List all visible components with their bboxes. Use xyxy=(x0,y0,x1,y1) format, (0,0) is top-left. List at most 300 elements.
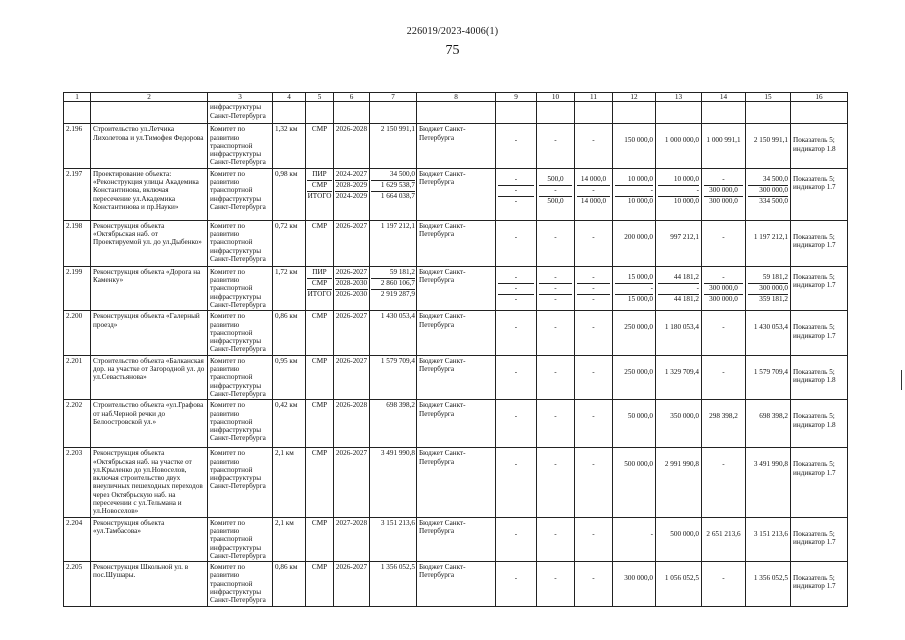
sub-row-value: СМР xyxy=(311,401,328,410)
cont-cell xyxy=(613,102,656,124)
sub-row-value: - xyxy=(554,294,557,303)
program-table xyxy=(63,92,848,607)
value-col-12 xyxy=(613,124,656,168)
sub-row-value: 2026-2030 xyxy=(335,289,368,298)
value-col-10 xyxy=(537,168,575,220)
sub-row-value: 300 000,0 xyxy=(748,186,788,197)
column-number-cell: 5 xyxy=(306,93,334,102)
value-col-12 xyxy=(613,220,656,266)
sub-row-value: - xyxy=(514,323,518,332)
value-col-11 xyxy=(575,448,613,517)
sub-row-value: СМР xyxy=(311,125,328,134)
object-name: Реконструкция объекта «Дорога на Каменку» xyxy=(91,266,208,310)
sub-row-value: 997 212,1 xyxy=(670,232,699,241)
funding-source: Бюджет Санкт-Петербурга xyxy=(417,311,496,355)
row-number: 2.197 xyxy=(64,168,91,220)
cont-cell xyxy=(370,102,417,124)
value-col-14 xyxy=(702,168,746,220)
sub-row-value: СМР xyxy=(307,181,332,192)
object-name: Реконструкция объекта «Октябрьская наб. от Проектируемой ул. до ул.Дыбенко» xyxy=(91,220,208,266)
value-col-15 xyxy=(746,266,791,310)
table-row xyxy=(64,400,848,448)
object-name: Строительство объекта «Балканская дор. на участке от Загородной ул. до ул.Севастьянова» xyxy=(91,355,208,399)
value-col-10 xyxy=(537,517,575,561)
cont-cell xyxy=(746,102,791,124)
object-name: Строительство объекта «ул.Графова от наб.Черной речки до Белоостровской ул.» xyxy=(91,400,208,448)
row-number: 2.202 xyxy=(64,400,91,448)
value-col-10 xyxy=(537,355,575,399)
sub-row-value: - xyxy=(722,460,725,469)
sub-row-value: 150 000,0 xyxy=(624,136,653,145)
sub-row-value: 1 000 991,1 xyxy=(706,136,741,145)
row-number: 2.203 xyxy=(64,448,91,517)
indicator: Показатель 5; индикатор 1.7 xyxy=(791,220,848,266)
sub-row-value: 2 860 106,7 xyxy=(371,279,415,290)
sub-row-value: 3 151 213,6 xyxy=(753,529,788,538)
sub-row-value: 1 579 709,4 xyxy=(753,367,788,376)
sub-row-value: СМР xyxy=(311,563,328,572)
value-col-15 xyxy=(746,124,791,168)
sub-row-value: 2026-2028 xyxy=(335,125,368,134)
work-period xyxy=(334,311,370,355)
responsible-committee: Комитет по развитию транспортной инфраструктуры Санкт-Петербурга xyxy=(208,124,273,168)
table-row xyxy=(64,220,848,266)
value-col-15 xyxy=(746,220,791,266)
value-col-15 xyxy=(746,562,791,606)
funding-source: Бюджет Санкт-Петербурга xyxy=(417,517,496,561)
sub-row-value: СМР xyxy=(311,449,328,458)
column-number-cell: 8 xyxy=(417,93,496,102)
sub-row-value: 44 181,2 xyxy=(658,273,699,284)
sub-row-value: 10 000,0 xyxy=(658,175,699,186)
total-cost xyxy=(370,124,417,168)
object-length: 1,32 км xyxy=(273,124,306,168)
value-col-10 xyxy=(537,400,575,448)
value-col-13 xyxy=(656,562,702,606)
sub-row-value: 2026-2027 xyxy=(335,268,368,279)
sub-row-value: 2028-2029 xyxy=(335,181,368,192)
total-cost xyxy=(370,562,417,606)
work-stage xyxy=(306,124,334,168)
table-row xyxy=(64,562,848,606)
cont-cell xyxy=(791,102,848,124)
sub-row-value: - xyxy=(554,460,557,469)
row-number: 2.199 xyxy=(64,266,91,310)
object-length: 0,42 км xyxy=(273,400,306,448)
sub-row-value: - xyxy=(722,574,725,583)
indicator: Показатель 5; индикатор 1.7 xyxy=(791,168,848,220)
responsible-committee: Комитет по развитию транспортной инфраструктуры Санкт-Петербурга xyxy=(208,311,273,355)
value-col-9 xyxy=(496,517,537,561)
sub-row-value: 2 150 991,1 xyxy=(753,136,788,145)
sub-row-value: 300 000,0 xyxy=(709,294,738,303)
column-number-cell: 1 xyxy=(64,93,91,102)
value-col-12 xyxy=(613,266,656,310)
value-col-15 xyxy=(746,448,791,517)
total-cost xyxy=(370,311,417,355)
sub-row-value: 2 651 213,6 xyxy=(706,529,741,538)
object-length: 0,95 км xyxy=(273,355,306,399)
cont-cell xyxy=(64,102,91,124)
cont-cell xyxy=(273,102,306,124)
page-number: 75 xyxy=(445,43,460,58)
sub-row-value: 34 500,0 xyxy=(371,170,415,181)
object-name: Проектирование объекта: «Реконструкция улицы Академика Константинова, включая пересечение ул.Академика Константинова и пр.Науки» xyxy=(91,168,208,220)
row-number: 2.201 xyxy=(64,355,91,399)
responsible-committee: Комитет по развитию транспортной инфраструктуры Санкт-Петербурга xyxy=(208,562,273,606)
value-col-15 xyxy=(746,400,791,448)
sub-row-value: - xyxy=(615,284,653,295)
total-cost xyxy=(370,400,417,448)
work-period xyxy=(334,400,370,448)
row-number: 2.200 xyxy=(64,311,91,355)
column-number-cell: 10 xyxy=(537,93,575,102)
sub-row-value: 44 181,2 xyxy=(673,294,699,303)
sub-row-value: - xyxy=(514,460,518,469)
column-number-cell: 13 xyxy=(656,93,702,102)
value-col-9 xyxy=(496,355,537,399)
value-col-12 xyxy=(613,562,656,606)
value-col-9 xyxy=(496,448,537,517)
sub-row-value: - xyxy=(722,367,725,376)
value-col-14 xyxy=(702,400,746,448)
sub-row-value: 1 197 212,1 xyxy=(380,221,415,230)
value-col-11 xyxy=(575,400,613,448)
sub-row-value: 50 000,0 xyxy=(627,412,653,421)
sub-row-value: СМР xyxy=(311,356,328,365)
value-col-14 xyxy=(702,517,746,561)
cont-cell xyxy=(702,102,746,124)
value-col-15 xyxy=(746,355,791,399)
value-col-9 xyxy=(496,220,537,266)
value-col-12 xyxy=(613,517,656,561)
sub-row-value: 1 000 000,0 xyxy=(664,136,699,145)
sub-row-value: - xyxy=(539,273,572,284)
sub-row-value: - xyxy=(592,294,595,303)
table-body xyxy=(64,93,848,607)
column-number-cell: 6 xyxy=(334,93,370,102)
sub-row-value: ИТОГО xyxy=(307,289,332,298)
sub-row-value: СМР xyxy=(311,312,328,321)
sub-row-value: - xyxy=(577,186,610,197)
scan-edge-mark xyxy=(901,370,902,390)
row-number: 2.205 xyxy=(64,562,91,606)
sub-row-value: - xyxy=(554,529,557,538)
table-row xyxy=(64,311,848,355)
sub-row-value: 2 919 287,9 xyxy=(380,289,415,298)
sub-row-value: - xyxy=(722,232,725,241)
sub-row-value: 500 000,0 xyxy=(624,460,653,469)
document-code: 226019/2023-4006(1) xyxy=(406,26,499,37)
value-col-14 xyxy=(702,355,746,399)
column-number-cell: 3 xyxy=(208,93,273,102)
responsible-committee: Комитет по развитию транспортной инфраструктуры Санкт-Петербурга xyxy=(208,355,273,399)
sub-row-value: 300 000,0 xyxy=(704,284,743,295)
sub-row-value: 1 579 709,4 xyxy=(380,356,415,365)
sub-row-value: 698 398,2 xyxy=(759,412,788,421)
sub-row-value: СМР xyxy=(307,279,332,290)
sub-row-value: 3 491 990,8 xyxy=(753,460,788,469)
value-col-12 xyxy=(613,400,656,448)
sub-row-value: 1 056 052,5 xyxy=(664,574,699,583)
responsible-committee: Комитет по развитию транспортной инфраструктуры Санкт-Петербурга xyxy=(208,400,273,448)
sub-row-value: 15 000,0 xyxy=(615,273,653,284)
responsible-committee: Комитет по развитию транспортной инфраструктуры Санкт-Петербурга xyxy=(208,517,273,561)
value-col-11 xyxy=(575,168,613,220)
column-number-cell: 9 xyxy=(496,93,537,102)
sub-row-value: 500,0 xyxy=(547,196,564,205)
funding-source: Бюджет Санкт-Петербурга xyxy=(417,168,496,220)
object-name: Реконструкция объекта «Галерный проезд» xyxy=(91,311,208,355)
value-col-9 xyxy=(496,400,537,448)
cont-committee: инфраструктуры Санкт-Петербурга xyxy=(208,102,273,124)
table-row xyxy=(64,355,848,399)
sub-row-value: 698 398,2 xyxy=(386,401,415,410)
responsible-committee: Комитет по развитию транспортной инфраструктуры Санкт-Петербурга xyxy=(208,266,273,310)
value-col-13 xyxy=(656,448,702,517)
work-period xyxy=(334,448,370,517)
value-col-14 xyxy=(702,124,746,168)
sub-row-value: 300 000,0 xyxy=(748,284,788,295)
sub-row-value: 1 430 053,4 xyxy=(380,312,415,321)
sub-row-value: - xyxy=(554,232,557,241)
indicator: Показатель 5; индикатор 1.8 xyxy=(791,355,848,399)
work-stage xyxy=(306,220,334,266)
value-col-14 xyxy=(702,448,746,517)
cont-cell xyxy=(656,102,702,124)
sub-row-value: - xyxy=(722,323,725,332)
sub-row-value: 300 000,0 xyxy=(704,186,743,197)
responsible-committee: Комитет по развитию транспортной инфраструктуры Санкт-Петербурга xyxy=(208,168,273,220)
sub-row-value: 2026-2027 xyxy=(335,221,368,230)
indicator: Показатель 5; индикатор 1.7 xyxy=(791,562,848,606)
total-cost xyxy=(370,220,417,266)
sub-row-value: 14 000,0 xyxy=(580,196,607,205)
table-row xyxy=(64,266,848,310)
sub-row-value: 200 000,0 xyxy=(624,232,653,241)
sub-row-value: - xyxy=(514,367,518,376)
total-cost xyxy=(370,517,417,561)
cont-cell xyxy=(537,102,575,124)
value-col-13 xyxy=(656,220,702,266)
object-name: Строительство ул.Летчика Лихолетова и ул.Тимофея Федорова xyxy=(91,124,208,168)
sub-row-value: ПИР xyxy=(307,170,332,181)
funding-source: Бюджет Санкт-Петербурга xyxy=(417,266,496,310)
value-col-11 xyxy=(575,266,613,310)
value-col-13 xyxy=(656,266,702,310)
sub-row-value: 1 329 709,4 xyxy=(664,367,699,376)
cont-cell xyxy=(496,102,537,124)
sub-row-value: 10 000,0 xyxy=(627,196,653,205)
value-col-10 xyxy=(537,124,575,168)
value-col-15 xyxy=(746,517,791,561)
table-row xyxy=(64,168,848,220)
work-period xyxy=(334,355,370,399)
column-number-cell: 15 xyxy=(746,93,791,102)
sub-row-value: 1 629 538,7 xyxy=(371,181,415,192)
work-stage xyxy=(306,168,334,220)
sub-row-value: 334 500,0 xyxy=(759,196,788,205)
value-col-15 xyxy=(746,311,791,355)
value-col-12 xyxy=(613,168,656,220)
sub-row-value: 500,0 xyxy=(539,175,572,186)
cont-cell xyxy=(575,102,613,124)
sub-row-value: - xyxy=(554,323,557,332)
object-length: 0,72 км xyxy=(273,220,306,266)
work-stage xyxy=(306,311,334,355)
cont-cell xyxy=(306,102,334,124)
value-col-11 xyxy=(575,355,613,399)
sub-row-value: - xyxy=(592,529,595,538)
sub-row-value: - xyxy=(658,186,699,197)
value-col-10 xyxy=(537,266,575,310)
work-period xyxy=(334,517,370,561)
indicator: Показатель 5; индикатор 1.7 xyxy=(791,266,848,310)
sub-row-value: 3 151 213,6 xyxy=(380,518,415,527)
sub-row-value: - xyxy=(554,412,557,421)
work-period xyxy=(334,266,370,310)
value-col-13 xyxy=(656,124,702,168)
sub-row-value: 350 000,0 xyxy=(670,412,699,421)
sub-row-value: 298 398,2 xyxy=(709,412,738,421)
sub-row-value: 14 000,0 xyxy=(577,175,610,186)
sub-row-value: - xyxy=(514,294,518,303)
cont-cell xyxy=(334,102,370,124)
sub-row-value: 2026-2027 xyxy=(335,563,368,572)
value-col-14 xyxy=(702,220,746,266)
value-col-13 xyxy=(656,168,702,220)
sub-row-value: - xyxy=(592,460,595,469)
row-number: 2.196 xyxy=(64,124,91,168)
sub-row-value: - xyxy=(592,574,595,583)
column-number-cell: 12 xyxy=(613,93,656,102)
indicator: Показатель 5; индикатор 1.8 xyxy=(791,124,848,168)
sub-row-value: 250 000,0 xyxy=(624,367,653,376)
sub-row-value: 2024-2027 xyxy=(335,170,368,181)
value-col-13 xyxy=(656,400,702,448)
sub-row-value: - xyxy=(592,136,595,145)
table-row xyxy=(64,448,848,517)
sub-row-value: - xyxy=(704,175,743,186)
funding-source: Бюджет Санкт-Петербурга xyxy=(417,400,496,448)
row-number: 2.198 xyxy=(64,220,91,266)
sub-row-value: 1 356 052,5 xyxy=(380,563,415,572)
sub-row-value: СМР xyxy=(311,518,328,527)
work-stage xyxy=(306,400,334,448)
indicator: Показатель 5; индикатор 1.7 xyxy=(791,448,848,517)
sub-row-value: 1 430 053,4 xyxy=(753,323,788,332)
value-col-11 xyxy=(575,311,613,355)
sub-row-value: 1 180 053,4 xyxy=(664,323,699,332)
column-number-cell: 14 xyxy=(702,93,746,102)
value-col-15 xyxy=(746,168,791,220)
sub-row-value: 15 000,0 xyxy=(627,294,653,303)
sub-row-value: - xyxy=(554,136,557,145)
work-period xyxy=(334,168,370,220)
funding-source: Бюджет Санкт-Петербурга xyxy=(417,124,496,168)
value-col-14 xyxy=(702,562,746,606)
funding-source: Бюджет Санкт-Петербурга xyxy=(417,562,496,606)
value-col-14 xyxy=(702,266,746,310)
column-number-row xyxy=(64,93,848,102)
work-stage xyxy=(306,562,334,606)
column-number-cell: 16 xyxy=(791,93,848,102)
sub-row-value: 3 491 990,8 xyxy=(380,449,415,458)
table-row xyxy=(64,124,848,168)
sub-row-value: 10 000,0 xyxy=(673,196,699,205)
funding-source: Бюджет Санкт-Петербурга xyxy=(417,448,496,517)
column-number-cell: 7 xyxy=(370,93,417,102)
sub-row-value: - xyxy=(514,412,518,421)
value-col-13 xyxy=(656,355,702,399)
sub-row-value: 2027-2028 xyxy=(335,518,368,527)
object-length: 1,72 км xyxy=(273,266,306,310)
sub-row-value: ИТОГО xyxy=(307,191,332,200)
sub-row-value: - xyxy=(592,323,595,332)
sub-row-value: 10 000,0 xyxy=(615,175,653,186)
indicator: Показатель 5; индикатор 1.8 xyxy=(791,400,848,448)
sub-row-value: 2026-2027 xyxy=(335,356,368,365)
sub-row-value: - xyxy=(592,367,595,376)
sub-row-value: - xyxy=(514,529,518,538)
sub-row-value: - xyxy=(577,284,610,295)
sub-row-value: 1 664 038,7 xyxy=(380,191,415,200)
row-number: 2.204 xyxy=(64,517,91,561)
total-cost xyxy=(370,168,417,220)
sub-row-value: ПИР xyxy=(307,268,332,279)
sub-row-value: 250 000,0 xyxy=(624,323,653,332)
sub-row-value: 300 000,0 xyxy=(624,574,653,583)
responsible-committee: Комитет по развитию транспортной инфраструктуры Санкт-Петербурга xyxy=(208,448,273,517)
work-stage xyxy=(306,355,334,399)
value-col-11 xyxy=(575,517,613,561)
object-length: 0,86 км xyxy=(273,311,306,355)
object-length: 2,1 км xyxy=(273,517,306,561)
sub-row-value: - xyxy=(498,284,534,295)
funding-source: Бюджет Санкт-Петербурга xyxy=(417,220,496,266)
sub-row-value: 2026-2027 xyxy=(335,449,368,458)
sub-row-value: 1 356 052,5 xyxy=(753,574,788,583)
indicator: Показатель 5; индикатор 1.7 xyxy=(791,311,848,355)
work-period xyxy=(334,124,370,168)
total-cost xyxy=(370,266,417,310)
indicator: Показатель 5; индикатор 1.7 xyxy=(791,517,848,561)
column-number-cell: 11 xyxy=(575,93,613,102)
sub-row-value: - xyxy=(592,232,595,241)
sub-row-value: - xyxy=(577,273,610,284)
sub-row-value: - xyxy=(554,574,557,583)
object-length: 0,98 км xyxy=(273,168,306,220)
value-col-14 xyxy=(702,311,746,355)
sub-row-value: 300 000,0 xyxy=(709,196,738,205)
sub-row-value: 2024-2029 xyxy=(335,191,368,200)
work-stage xyxy=(306,448,334,517)
value-col-9 xyxy=(496,562,537,606)
sub-row-value: 2 991 990,8 xyxy=(664,460,699,469)
work-period xyxy=(334,562,370,606)
sub-row-value: - xyxy=(704,273,743,284)
work-period xyxy=(334,220,370,266)
sub-row-value: - xyxy=(650,529,653,538)
value-col-9 xyxy=(496,311,537,355)
value-col-9 xyxy=(496,266,537,310)
funding-source: Бюджет Санкт-Петербурга xyxy=(417,355,496,399)
sub-row-value: 2 150 991,1 xyxy=(380,125,415,134)
sub-row-value: 2028-2030 xyxy=(335,279,368,290)
value-col-9 xyxy=(496,124,537,168)
sub-row-value: 59 181,2 xyxy=(371,268,415,279)
value-col-10 xyxy=(537,448,575,517)
